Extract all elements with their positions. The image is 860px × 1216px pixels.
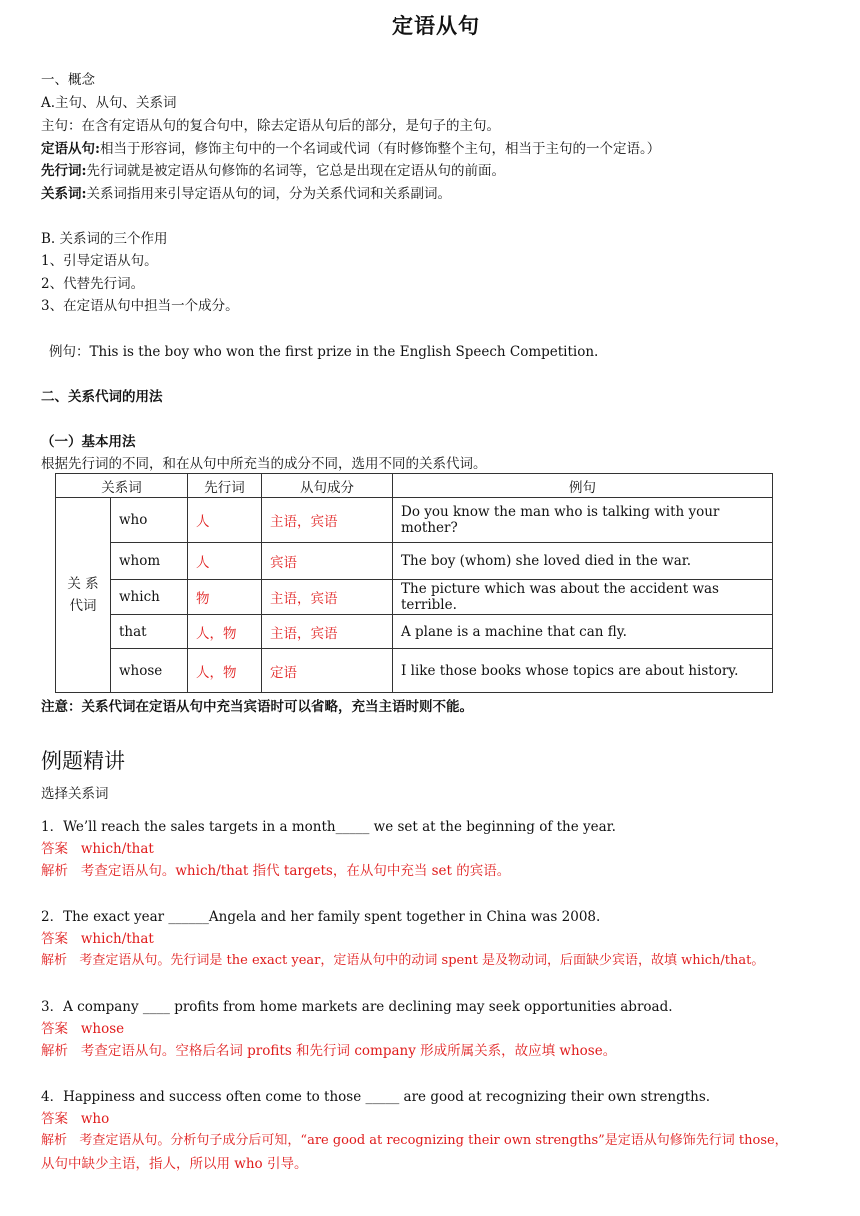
question-text: 2．The exact year ______Angela and her family spent together in China was 2008. xyxy=(41,909,601,925)
table-cell-example: The picture which was about the accident was terrible. xyxy=(393,580,773,615)
analysis-line xyxy=(41,1132,788,1150)
answer-value: whose xyxy=(80,1021,125,1037)
analysis-text: 考查定语从句。分析句子成分后可知，“are good at recognizing their own strengths”是定语从句修饰先行词 those， xyxy=(79,1133,788,1148)
analysis-line xyxy=(41,862,510,880)
answer-label: 答案 xyxy=(41,1021,68,1037)
question-text: 3．A company ____ profits from home markets are declining may seek opportunities abroad. xyxy=(41,999,673,1015)
analysis-text: 考查定语从句。先行词是 the exact year，定语从句中的动词 spent 是及物动词，后面缺少宾语，故填 which/that。 xyxy=(79,953,765,968)
table-cell-example: The boy (whom) she loved died in the war. xyxy=(393,543,773,580)
definition-relative-word xyxy=(41,185,451,203)
definition-attributive-clause xyxy=(41,140,660,158)
analysis-text: 考查定语从句。空格后名词 profits 和先行词 company 形成所属关系，故应填 whose。 xyxy=(80,1043,617,1059)
table-row xyxy=(56,498,773,543)
analysis-continuation: 从句中缺少主语，指人，所以用 who 引导。 xyxy=(41,1156,308,1172)
answer-label: 答案 xyxy=(41,841,68,857)
table-cell-antecedent: 物 xyxy=(188,580,262,615)
answer-line xyxy=(41,840,154,858)
table-cell-word: whom xyxy=(111,543,188,580)
definition-term: 关系词: xyxy=(41,186,87,202)
answer-line xyxy=(41,930,154,948)
table-cell-antecedent: 人 xyxy=(188,498,262,543)
section2-heading: 二、关系代词的用法 xyxy=(41,389,163,405)
table-row xyxy=(56,543,773,580)
table-cell-word: who xyxy=(111,498,188,543)
table-cell-example: I like those books whose topics are about history. xyxy=(393,649,773,693)
analysis-line xyxy=(41,952,764,970)
examples-heading: 例题精讲 xyxy=(41,749,125,773)
answer-label: 答案 xyxy=(41,931,68,947)
section2-sub: （一）基本用法 xyxy=(41,434,136,450)
answer-line xyxy=(41,1110,109,1128)
table-row xyxy=(56,580,773,615)
analysis-label: 解析 xyxy=(41,953,68,968)
table-cell-role: 主语，宾语 xyxy=(262,498,393,543)
definition-text: 相当于形容词，修饰主句中的一个名词或代词（有时修饰整个主句，相当于主句的一个定语。） xyxy=(99,141,661,157)
section1-heading: 一、概念 xyxy=(41,72,95,88)
analysis-label: 解析 xyxy=(41,863,68,879)
analysis-label: 解析 xyxy=(41,1043,68,1059)
table-cell-antecedent: 人，物 xyxy=(188,649,262,693)
section2-intro: 根据先行词的不同，和在从句中所充当的成分不同，选用不同的关系代词。 xyxy=(41,456,487,472)
answer-value: which/that xyxy=(80,931,154,947)
definition-text: 主句：在含有定语从句的复合句中，除去定语从句后的部分，是句子的主句。 xyxy=(41,118,500,134)
answer-value: which/that xyxy=(80,841,154,857)
table-header-cell: 先行词 xyxy=(188,474,262,498)
section2-note: 注意：关系代词在定语从句中充当宾语时可以省略，充当主语时则不能。 xyxy=(41,699,473,715)
definition-text: 关系词指用来引导定语从句的词，分为关系代词和关系副词。 xyxy=(86,186,451,202)
table-cell-word: which xyxy=(111,580,188,615)
answer-value: who xyxy=(80,1111,110,1127)
table-cell-role: 主语，宾语 xyxy=(262,580,393,615)
table-cell-word: whose xyxy=(111,649,188,693)
analysis-label: 解析 xyxy=(41,1133,68,1148)
table-cell-word: that xyxy=(111,615,188,649)
role-item: 2、代替先行词。 xyxy=(41,276,145,292)
example-sentence: 例句：This is the boy who won the first prize in the English Speech Competition. xyxy=(49,344,599,360)
definition-text: 先行词就是被定语从句修饰的名词等，它总是出现在定语从句的前面。 xyxy=(86,163,505,179)
question-text: 1．We’ll reach the sales targets in a month_____ we set at the beginning of the year. xyxy=(41,819,616,835)
table-header-cell: 关系词 xyxy=(56,474,188,498)
table-cell-antecedent: 人 xyxy=(188,543,262,580)
definition-main-clause xyxy=(41,117,500,135)
page-title: 定语从句 xyxy=(392,14,480,38)
table-header-cell: 例句 xyxy=(393,474,773,498)
section1-sub-a: A.主句、从句、关系词 xyxy=(41,95,177,111)
table-header-row xyxy=(56,474,773,498)
definition-antecedent xyxy=(41,162,505,180)
table-cell-role: 宾语 xyxy=(262,543,393,580)
definition-term: 定语从句: xyxy=(41,141,100,157)
table-cell-example: Do you know the man who is talking with your mother? xyxy=(393,498,773,543)
table-row xyxy=(56,615,773,649)
table-cell-role: 主语，宾语 xyxy=(262,615,393,649)
table-row xyxy=(56,649,773,693)
table-cell-antecedent: 人，物 xyxy=(188,615,262,649)
answer-label: 答案 xyxy=(41,1111,68,1127)
definition-term: 先行词: xyxy=(41,163,87,179)
question-text: 4．Happiness and success often come to those _____ are good at recognizing their own strengths. xyxy=(41,1089,711,1105)
table-cell-example: A plane is a machine that can fly. xyxy=(393,615,773,649)
table-cell-role: 定语 xyxy=(262,649,393,693)
table-header-cell: 从句成分 xyxy=(262,474,393,498)
analysis-line xyxy=(41,1042,616,1060)
answer-line xyxy=(41,1020,124,1038)
analysis-text: 考查定语从句。which/that 指代 targets，在从句中充当 set 的宾语。 xyxy=(80,863,511,879)
relative-pronoun-table xyxy=(55,473,773,693)
role-item: 1、引导定语从句。 xyxy=(41,253,158,269)
section1-sub-b: B. 关系词的三个作用 xyxy=(41,231,168,247)
table-group-label: 关 系 代词 xyxy=(56,498,111,693)
examples-sub: 选择关系词 xyxy=(41,786,109,802)
role-item: 3、在定语从句中担当一个成分。 xyxy=(41,298,239,314)
